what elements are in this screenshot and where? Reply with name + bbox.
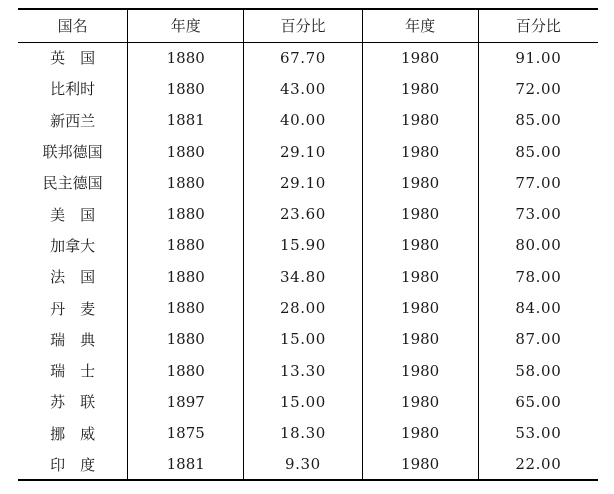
cell-year-2: 1980 bbox=[362, 167, 478, 198]
table-row bbox=[18, 355, 598, 386]
cell-country: 丹 麦 bbox=[50, 299, 96, 318]
cell-country: 比利时 bbox=[50, 80, 96, 99]
table-row bbox=[18, 292, 598, 323]
table-row bbox=[18, 42, 598, 73]
cell-country: 英 国 bbox=[50, 49, 96, 68]
cell-year-2: 1980 bbox=[362, 449, 478, 480]
cell-year-2: 1980 bbox=[362, 136, 478, 167]
cell-percent-2: 58.00 bbox=[478, 355, 598, 386]
cell-percent-1: 9.30 bbox=[244, 449, 362, 480]
cell-year-1: 1881 bbox=[128, 449, 244, 480]
cell-percent-1: 15.00 bbox=[244, 324, 362, 355]
table-row bbox=[18, 105, 598, 136]
cell-year-1: 1880 bbox=[128, 261, 244, 292]
table-row bbox=[18, 418, 598, 449]
cell-year-1: 1880 bbox=[128, 292, 244, 323]
cell-percent-1: 40.00 bbox=[244, 105, 362, 136]
cell-year-2: 1980 bbox=[362, 198, 478, 229]
cell-year-1: 1880 bbox=[128, 73, 244, 104]
cell-percent-2: 53.00 bbox=[478, 418, 598, 449]
data-table bbox=[18, 8, 598, 481]
cell-percent-1: 29.10 bbox=[244, 167, 362, 198]
cell-percent-2: 91.00 bbox=[478, 42, 598, 73]
cell-percent-1: 28.00 bbox=[244, 292, 362, 323]
table-row bbox=[18, 261, 598, 292]
cell-year-2: 1980 bbox=[362, 42, 478, 73]
cell-year-1: 1880 bbox=[128, 42, 244, 73]
table-body bbox=[18, 42, 598, 480]
cell-country: 联邦德国 bbox=[42, 143, 103, 162]
table-row bbox=[18, 167, 598, 198]
cell-year-1: 1881 bbox=[128, 105, 244, 136]
cell-percent-1: 15.90 bbox=[244, 230, 362, 261]
cell-year-1: 1897 bbox=[128, 386, 244, 417]
cell-year-1: 1880 bbox=[128, 136, 244, 167]
cell-percent-2: 77.00 bbox=[478, 167, 598, 198]
cell-country: 加拿大 bbox=[50, 236, 96, 255]
cell-year-1: 1880 bbox=[128, 324, 244, 355]
cell-year-2: 1980 bbox=[362, 230, 478, 261]
cell-year-2: 1980 bbox=[362, 418, 478, 449]
cell-percent-1: 34.80 bbox=[244, 261, 362, 292]
cell-year-2: 1980 bbox=[362, 355, 478, 386]
cell-year-1: 1880 bbox=[128, 198, 244, 229]
header-percent-2: 百分比 bbox=[478, 9, 598, 42]
cell-country: 挪 威 bbox=[50, 424, 96, 443]
cell-percent-2: 80.00 bbox=[478, 230, 598, 261]
cell-year-2: 1980 bbox=[362, 292, 478, 323]
cell-percent-2: 85.00 bbox=[478, 105, 598, 136]
cell-year-1: 1880 bbox=[128, 355, 244, 386]
cell-percent-1: 43.00 bbox=[244, 73, 362, 104]
header-country: 国名 bbox=[18, 9, 128, 42]
cell-percent-2: 87.00 bbox=[478, 324, 598, 355]
cell-country: 瑞 士 bbox=[50, 362, 96, 381]
cell-percent-1: 23.60 bbox=[244, 198, 362, 229]
cell-year-2: 1980 bbox=[362, 105, 478, 136]
cell-percent-2: 65.00 bbox=[478, 386, 598, 417]
table-row bbox=[18, 136, 598, 167]
cell-year-2: 1980 bbox=[362, 324, 478, 355]
cell-percent-1: 18.30 bbox=[244, 418, 362, 449]
cell-year-1: 1880 bbox=[128, 230, 244, 261]
table-row bbox=[18, 73, 598, 104]
cell-percent-2: 22.00 bbox=[478, 449, 598, 480]
table-row bbox=[18, 230, 598, 261]
cell-country: 印 度 bbox=[18, 449, 128, 480]
header-year-2: 年度 bbox=[362, 9, 478, 42]
cell-percent-2: 85.00 bbox=[478, 136, 598, 167]
cell-percent-2: 72.00 bbox=[478, 73, 598, 104]
table-row bbox=[18, 386, 598, 417]
table-row bbox=[18, 324, 598, 355]
cell-country: 瑞 典 bbox=[50, 330, 96, 349]
cell-country: 美 国 bbox=[50, 205, 96, 224]
cell-year-1: 1880 bbox=[128, 167, 244, 198]
cell-country: 苏 联 bbox=[50, 393, 96, 412]
cell-country: 法 国 bbox=[50, 268, 96, 287]
cell-percent-2: 73.00 bbox=[478, 198, 598, 229]
cell-year-2: 1980 bbox=[362, 386, 478, 417]
header-year-1: 年度 bbox=[128, 9, 244, 42]
cell-percent-2: 78.00 bbox=[478, 261, 598, 292]
cell-percent-1: 29.10 bbox=[244, 136, 362, 167]
cell-country: 民主德国 bbox=[42, 174, 103, 193]
cell-country: 新西兰 bbox=[50, 111, 96, 130]
cell-year-1: 1875 bbox=[128, 418, 244, 449]
cell-year-2: 1980 bbox=[362, 73, 478, 104]
table-row bbox=[18, 449, 598, 480]
header-percent-1: 百分比 bbox=[244, 9, 362, 42]
table-header-row bbox=[18, 9, 598, 42]
cell-percent-2: 84.00 bbox=[478, 292, 598, 323]
cell-percent-1: 67.70 bbox=[244, 42, 362, 73]
cell-percent-1: 15.00 bbox=[244, 386, 362, 417]
table-row bbox=[18, 198, 598, 229]
cell-percent-1: 13.30 bbox=[244, 355, 362, 386]
cell-year-2: 1980 bbox=[362, 261, 478, 292]
